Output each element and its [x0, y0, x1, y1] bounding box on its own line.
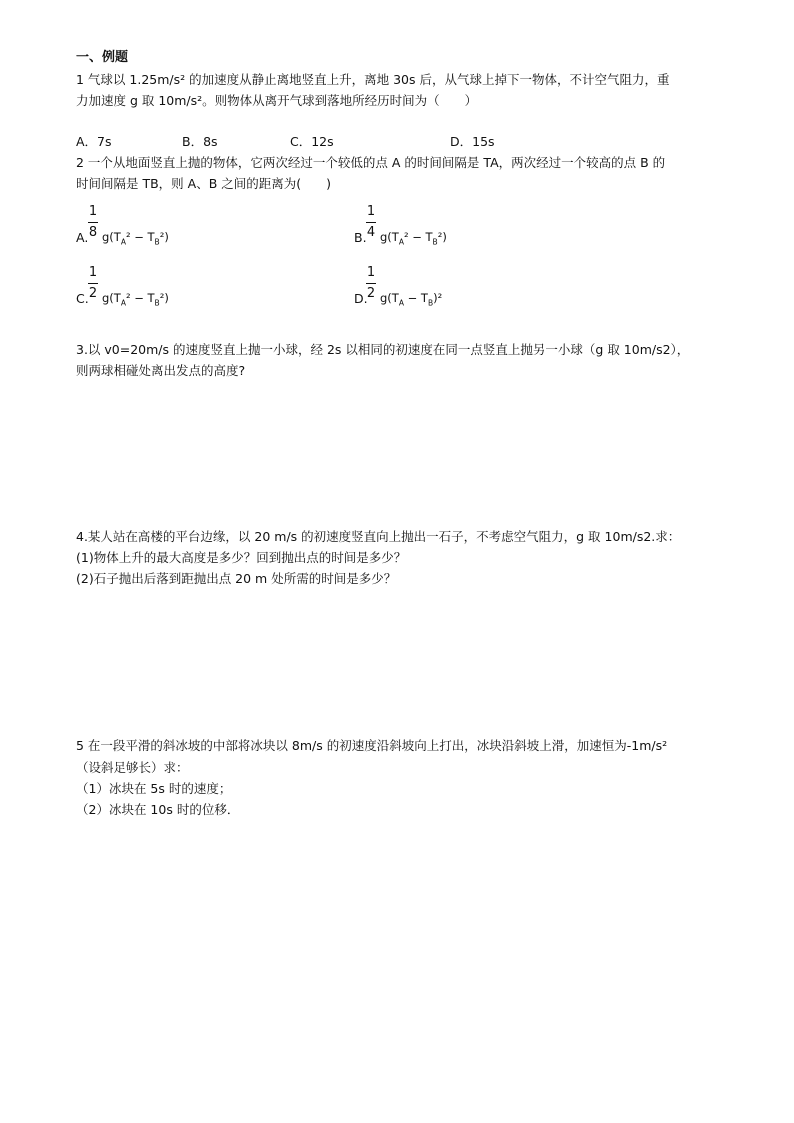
q1-choice-c: C．12s [290, 134, 334, 149]
fraction-numerator: 1 [366, 265, 376, 280]
q2-option-c-fraction [88, 264, 98, 302]
q2-option-b-fraction [366, 203, 376, 241]
q2-option-b-label: B. [354, 230, 367, 245]
q1-choice-a: A．7s [76, 134, 112, 149]
q3-line2: 则两球相碰处离出发点的高度? [76, 363, 246, 378]
q2-option-d-fraction [366, 264, 376, 302]
q5-line4: （2）冰块在 10s 时的位移． [76, 802, 240, 817]
fraction-numerator: 1 [88, 204, 98, 219]
fraction-denominator: 2 [366, 286, 376, 301]
q5-line1: 5 在一段平滑的斜冰坡的中部将冰块以 8m/s 的初速度沿斜坡向上打出，冰块沿斜坡上滑，加速恒为-1m/s² [76, 738, 668, 753]
fraction-denominator: 8 [88, 225, 98, 240]
q2-option-c-expression: $g(T_A^2 - T_B^2)$ [102, 291, 169, 308]
q4-line3: (2)石子抛出后落到距抛出点 20 m 处所需的时间是多少？ [76, 571, 397, 586]
q2-option-c-label: C. [76, 291, 89, 306]
q1-line2: 力加速度 g 取 10m/s²。则物体从离开气球到落地所经历时间为（ ） [76, 93, 478, 108]
q1-line1: 1 气球以 1.25m/s² 的加速度从静止离地竖直上升，离地 30s 后，从气球上掉下一物体，不计空气阻力，重 [76, 72, 670, 87]
q2-line2: 时间间隔是 TB，则 A、B 之间的距离为( ) [76, 176, 332, 191]
fraction-numerator: 1 [366, 204, 376, 219]
q2-option-a-expression: $g(T_A^2 - T_B^2)$ [102, 230, 169, 247]
q4-line1: 4.某人站在高楼的平台边缘，以 20 m/s 的初速度竖直向上抛出一石子，不考虑空气阻力，g 取 10m/s2.求： [76, 529, 681, 544]
q5-line3: （1）冰块在 5s 时的速度； [76, 781, 232, 796]
fraction-bar [366, 283, 376, 284]
fraction-numerator: 1 [88, 265, 98, 280]
q2-line1: 2 一个从地面竖直上抛的物体，它两次经过一个较低的点 A 的时间间隔是 TA，两次经过一个较高的点 B 的 [76, 155, 666, 170]
q2-option-d-expression: $g(T_A - T_B)^2$ [380, 291, 443, 308]
fraction-bar [88, 222, 98, 223]
q3-line1: 3.以 v0=20m/s 的速度竖直上抛一小球，经 2s 以相同的初速度在同一点竖直上抛另一小球（g 取 10m/s2）， [76, 342, 690, 357]
fraction-bar [366, 222, 376, 223]
fraction-bar [88, 283, 98, 284]
q1-choices [76, 132, 636, 150]
q2-option-b-expression: $g(T_A^2 - T_B^2)$ [380, 230, 447, 247]
fraction-denominator: 4 [366, 225, 376, 240]
fraction-denominator: 2 [88, 286, 98, 301]
q2-option-d-label: D. [354, 291, 368, 306]
section-title: 一、例题 [76, 50, 129, 65]
q1-choice-b: B．8s [182, 134, 218, 149]
q2-option-a-fraction [88, 203, 98, 241]
q4-line2: (1)物体上升的最大高度是多少？回到抛出点的时间是多少？ [76, 550, 407, 565]
q2-option-a-label: A. [76, 230, 89, 245]
q5-line2: （设斜足够长）求： [76, 760, 189, 775]
q1-choice-d: D．15s [450, 134, 495, 149]
